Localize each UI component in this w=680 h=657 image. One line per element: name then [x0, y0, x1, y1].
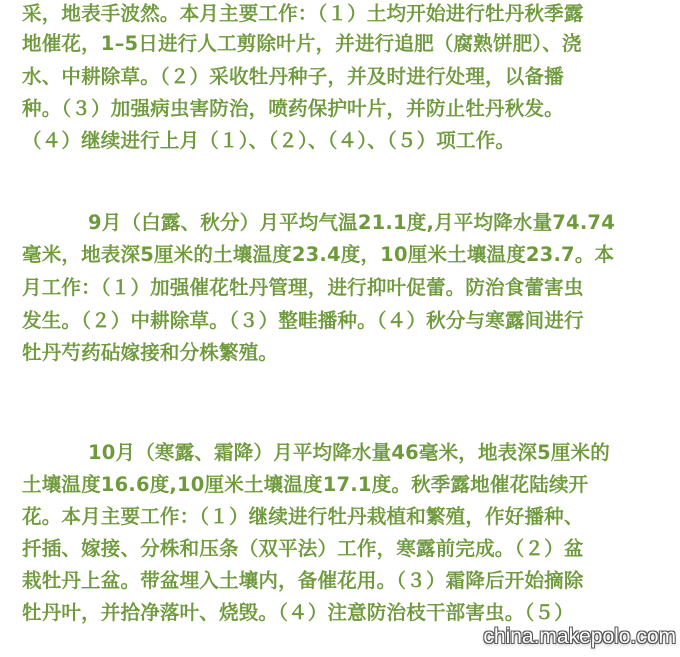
- text-line-15: 栽牡丹上盆。带盆埋入土壤内，备催花用。（３）霜降后开始摘除: [22, 569, 584, 592]
- text-line-2: 地催花，1–5日进行人工剪除叶片，并进行追肥（腐熟饼肥）、浇: [22, 32, 582, 55]
- text-line-3: 水、中耕除草。（２）采收牡丹种子，并及时进行处理，以备播: [22, 65, 564, 88]
- paragraph-october-first-line: 10月（寒露、霜降）月平均降水量46毫米，地表深5厘米的: [88, 441, 610, 464]
- text-line-8: 月工作：（１）加强催花牡丹管理，进行抑叶促蕾。防治食蕾害虫: [22, 276, 584, 299]
- text-line-13: 花。本月主要工作：（１）继续进行牡丹栽植和繁殖，作好播种、: [22, 505, 584, 528]
- text-line-16: 牡丹叶，并拾净落叶、烧毁。（４）注意防治枝干部害虫。（５）: [22, 601, 574, 624]
- site-watermark: china.makepolo.com: [483, 625, 676, 648]
- text-line-5: （４）继续进行上月（１）、（２）、（４）、（５）项工作。: [22, 129, 516, 152]
- text-line-12: 土壤温度16.6度,10厘米土壤温度17.1度。秋季露地催花陆续开: [22, 473, 589, 496]
- text-line-7: 毫米，地表深5厘米的土壤温度23.4度，10厘米土壤温度23.7。本: [22, 243, 615, 266]
- text-line-4: 种。（３）加强病虫害防治，喷药保护叶片，并防止牡丹秋发。: [22, 97, 564, 120]
- text-line-10: 牡丹芍药砧嫁接和分株繁殖。: [22, 341, 279, 364]
- text-line-14: 扦插、嫁接、分株和压条（双平法）工作，寒露前完成。（２）盆: [22, 537, 584, 560]
- text-line-1: 采，地表手波然。本月主要工作：（１）土均开始进行牡丹秋季露: [22, 2, 584, 25]
- text-line-9: 发生。（２）中耕除草。（３）整畦播种。（４）秋分与寒露间进行: [22, 309, 584, 332]
- paragraph-september-first-line: 9月（白露、秋分）月平均气温21.1度,月平均降水量74.74: [88, 211, 615, 234]
